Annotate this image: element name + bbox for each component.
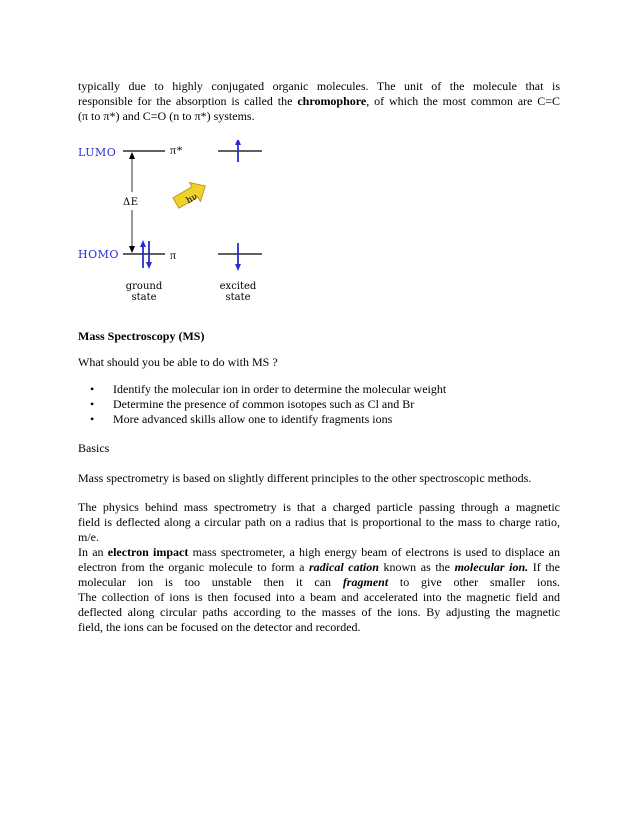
homo-lumo-diagram [70,140,270,310]
fragment-term: fragment [342,575,389,589]
basics-heading: Basics [78,441,110,455]
photon-label: hν [184,191,200,207]
ms-paragraph-2: The physics behind mass spectrometry is that a charged particle passing through a magnetic field is deflected along a circular path on a radius that is proportional to the mass to charge ratio, m/e. [78,500,560,544]
list-item: • More advanced skills allow one to identify fragments ions [90,412,393,426]
orbital-diagram-svg [70,140,270,280]
ms-paragraph-1: Mass spectrometry is based on slightly different principles to the other spectroscopic methods. [78,471,532,485]
electron-impact-term: electron impact [107,545,189,559]
ms-question: What should you be able to do with MS ? [78,355,278,369]
molecular-ion-term: molecular ion. [454,560,529,574]
intro-line-3: (π to π*) and C=O (n to π*) systems. [78,109,255,123]
intro-line-2: responsible for the absorption is called the chromophore, of which the most common are C=C [78,94,560,108]
ms-heading: Mass Spectroscopy (MS) [78,329,205,343]
ms-paragraph-3: In an electron impact mass spectrometer, a high energy beam of electrons is used to displace an electron from the organic molecule to form a radical cation known as the molecular ion. If the molecular ion is too unstable then it can fragment to give other smaller ions. The collection of ions is then focused into a beam and accelerated into the magnetic field and deflected along circular paths according to the masses of the ions. By adjusting the magnetic field, the ions can be focused on the detector and recorded. [78,545,560,634]
bullet-icon: • [90,412,95,426]
bullet-icon: • [90,397,95,411]
chromophore-term: chromophore [297,94,367,108]
bullet-icon: • [90,382,95,396]
homo-label: HOMO [78,248,119,261]
ground-state-label: ground state [125,281,163,303]
ms-bullet-list [88,382,548,427]
delta-e-arrow [129,152,135,253]
excited-state-label: excited state [219,281,257,303]
radical-cation-term: radical cation [309,560,379,574]
intro-paragraph [78,79,560,124]
excited-lower-electron-arrow [235,243,241,271]
intro-line-1: typically due to highly conjugated organic molecules. The unit of the molecule that is [78,79,560,93]
pi-label: π [170,248,177,262]
list-item: • Identify the molecular ion in order to determine the molecular weight [90,382,447,396]
delta-e-label: ΔE [123,197,139,208]
pi-star-label: π* [170,143,184,157]
lumo-label: LUMO [78,146,117,159]
list-item: • Determine the presence of common isotopes such as Cl and Br [90,397,415,411]
